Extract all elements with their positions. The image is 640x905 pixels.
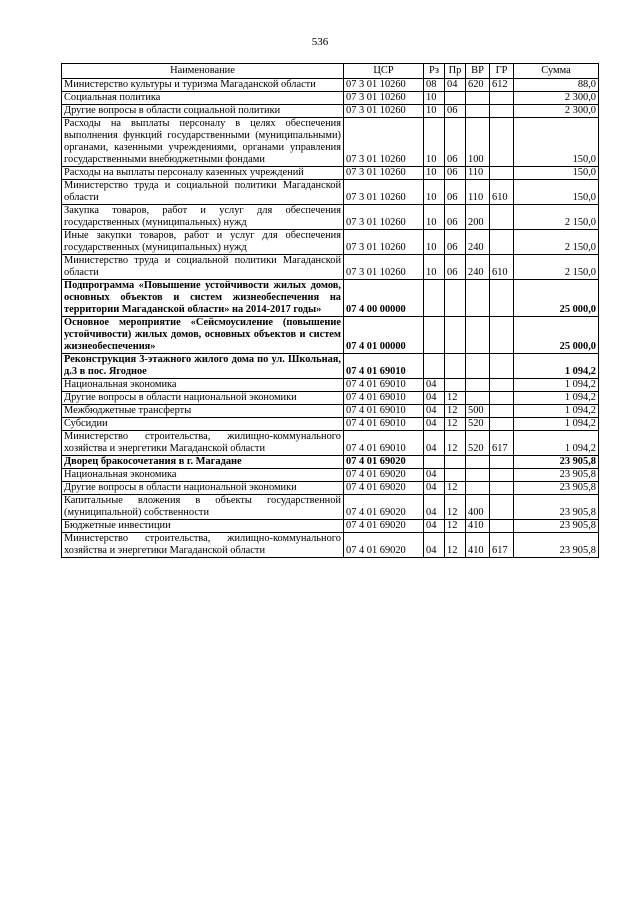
cell-gr [490, 105, 514, 118]
cell-pr: 06 [445, 180, 466, 205]
header-sum: Сумма [514, 64, 599, 79]
cell-rz: 04 [424, 431, 445, 456]
cell-sum: 150,0 [514, 118, 599, 167]
cell-pr: 06 [445, 205, 466, 230]
cell-name: Закупка товаров, работ и услуг для обеспечения государственных (муниципальных) нужд [62, 205, 344, 230]
cell-gr [490, 379, 514, 392]
cell-sum: 2 150,0 [514, 205, 599, 230]
cell-gr [490, 495, 514, 520]
cell-name: Расходы на выплаты персоналу казенных учреждений [62, 167, 344, 180]
cell-vr: 500 [466, 405, 490, 418]
cell-name: Субсидии [62, 418, 344, 431]
cell-sum: 2 300,0 [514, 92, 599, 105]
cell-sum: 23 905,8 [514, 482, 599, 495]
header-gr: ГР [490, 64, 514, 79]
cell-sum: 23 905,8 [514, 495, 599, 520]
cell-sum: 25 000,0 [514, 317, 599, 354]
cell-gr [490, 482, 514, 495]
cell-vr [466, 482, 490, 495]
cell-sum: 2 300,0 [514, 105, 599, 118]
cell-sum: 1 094,2 [514, 379, 599, 392]
header-pr: Пр [445, 64, 466, 79]
cell-rz: 10 [424, 105, 445, 118]
cell-sum: 150,0 [514, 167, 599, 180]
cell-csr: 07 4 01 69020 [344, 482, 424, 495]
table-row [62, 405, 599, 418]
cell-pr: 06 [445, 255, 466, 280]
cell-csr: 07 4 01 69010 [344, 392, 424, 405]
table-row [62, 105, 599, 118]
cell-pr [445, 92, 466, 105]
cell-vr: 240 [466, 230, 490, 255]
page-number: 536 [311, 36, 329, 48]
cell-csr: 07 4 01 69010 [344, 431, 424, 456]
table-row [62, 230, 599, 255]
cell-rz: 04 [424, 533, 445, 558]
cell-csr: 07 4 01 69020 [344, 456, 424, 469]
cell-gr [490, 167, 514, 180]
cell-pr [445, 469, 466, 482]
cell-rz: 10 [424, 167, 445, 180]
cell-vr: 100 [466, 118, 490, 167]
table-row [62, 354, 599, 379]
cell-name: Основное мероприятие «Сейсмоусиление (повышение устойчивости) жилых домов, основных объектов и систем жизнеобеспечения» [62, 317, 344, 354]
cell-vr [466, 280, 490, 317]
cell-name: Капитальные вложения в объекты государственной (муниципальной) собственности [62, 495, 344, 520]
cell-vr: 240 [466, 255, 490, 280]
cell-gr [490, 354, 514, 379]
cell-csr: 07 4 01 69010 [344, 405, 424, 418]
cell-gr [490, 469, 514, 482]
table-row [62, 205, 599, 230]
cell-pr: 06 [445, 167, 466, 180]
cell-vr: 520 [466, 418, 490, 431]
cell-vr: 400 [466, 495, 490, 520]
header-name: Наименование [62, 64, 344, 79]
cell-rz: 10 [424, 255, 445, 280]
cell-csr: 07 4 01 69010 [344, 379, 424, 392]
cell-name: Национальная экономика [62, 379, 344, 392]
cell-vr [466, 105, 490, 118]
cell-rz: 04 [424, 418, 445, 431]
cell-gr: 617 [490, 431, 514, 456]
cell-gr: 617 [490, 533, 514, 558]
cell-csr: 07 4 00 00000 [344, 280, 424, 317]
cell-vr: 200 [466, 205, 490, 230]
cell-csr: 07 3 01 10260 [344, 118, 424, 167]
cell-rz: 04 [424, 469, 445, 482]
cell-name: Другие вопросы в области социальной политики [62, 105, 344, 118]
cell-csr: 07 3 01 10260 [344, 92, 424, 105]
cell-sum: 1 094,2 [514, 392, 599, 405]
cell-rz: 10 [424, 205, 445, 230]
cell-vr: 410 [466, 533, 490, 558]
cell-vr: 620 [466, 79, 490, 92]
cell-rz: 08 [424, 79, 445, 92]
cell-vr: 110 [466, 180, 490, 205]
cell-gr: 610 [490, 255, 514, 280]
cell-pr: 12 [445, 418, 466, 431]
cell-pr: 12 [445, 405, 466, 418]
cell-name: Национальная экономика [62, 469, 344, 482]
cell-vr [466, 456, 490, 469]
cell-gr [490, 392, 514, 405]
table-row [62, 392, 599, 405]
table-row [62, 456, 599, 469]
cell-pr: 12 [445, 392, 466, 405]
table-row [62, 418, 599, 431]
table-row [62, 482, 599, 495]
cell-vr: 520 [466, 431, 490, 456]
cell-csr: 07 3 01 10260 [344, 79, 424, 92]
cell-sum: 23 905,8 [514, 469, 599, 482]
cell-pr [445, 280, 466, 317]
cell-gr [490, 118, 514, 167]
cell-csr: 07 3 01 10260 [344, 105, 424, 118]
cell-rz: 04 [424, 379, 445, 392]
table-row [62, 379, 599, 392]
cell-gr: 610 [490, 180, 514, 205]
cell-pr: 12 [445, 520, 466, 533]
cell-sum: 2 150,0 [514, 230, 599, 255]
cell-csr: 07 4 01 69010 [344, 354, 424, 379]
cell-gr [490, 92, 514, 105]
cell-vr [466, 354, 490, 379]
cell-pr: 12 [445, 482, 466, 495]
cell-csr: 07 4 01 69020 [344, 533, 424, 558]
cell-csr: 07 3 01 10260 [344, 205, 424, 230]
table-row [62, 431, 599, 456]
cell-vr: 410 [466, 520, 490, 533]
cell-name: Социальная политика [62, 92, 344, 105]
cell-sum: 1 094,2 [514, 354, 599, 379]
cell-sum: 1 094,2 [514, 405, 599, 418]
cell-pr: 12 [445, 495, 466, 520]
table-row [62, 180, 599, 205]
cell-rz: 04 [424, 495, 445, 520]
table-body [62, 79, 599, 558]
cell-rz [424, 317, 445, 354]
table-row [62, 520, 599, 533]
cell-pr: 12 [445, 431, 466, 456]
cell-sum: 1 094,2 [514, 431, 599, 456]
cell-pr [445, 354, 466, 379]
cell-gr [490, 317, 514, 354]
table-row [62, 495, 599, 520]
table-row [62, 118, 599, 167]
cell-rz: 10 [424, 92, 445, 105]
cell-gr [490, 280, 514, 317]
cell-csr: 07 4 01 69010 [344, 418, 424, 431]
cell-name: Дворец бракосочетания в г. Магадане [62, 456, 344, 469]
cell-vr [466, 392, 490, 405]
cell-name: Реконструкция 3-этажного жилого дома по ул. Школьная, д.3 в пос. Ягодное [62, 354, 344, 379]
cell-rz: 10 [424, 180, 445, 205]
cell-name: Подпрограмма «Повышение устойчивости жилых домов, основных объектов и систем жизнеобеспечения на территории Магаданской области» на 2014-2017 годы» [62, 280, 344, 317]
cell-rz: 04 [424, 392, 445, 405]
header-rz: Рз [424, 64, 445, 79]
cell-sum: 2 150,0 [514, 255, 599, 280]
cell-pr: 06 [445, 105, 466, 118]
table-row [62, 469, 599, 482]
cell-sum: 23 905,8 [514, 456, 599, 469]
table-row [62, 317, 599, 354]
cell-name: Бюджетные инвестиции [62, 520, 344, 533]
cell-name: Министерство строительства, жилищно-коммунального хозяйства и энергетики Магаданской области [62, 533, 344, 558]
table-row [62, 533, 599, 558]
cell-rz: 04 [424, 482, 445, 495]
cell-rz: 10 [424, 118, 445, 167]
cell-pr [445, 456, 466, 469]
cell-pr: 06 [445, 230, 466, 255]
cell-sum: 25 000,0 [514, 280, 599, 317]
cell-pr: 06 [445, 118, 466, 167]
cell-rz [424, 354, 445, 379]
cell-sum: 23 905,8 [514, 533, 599, 558]
cell-name: Иные закупки товаров, работ и услуг для обеспечения государственных (муниципальных) нужд [62, 230, 344, 255]
cell-gr [490, 205, 514, 230]
cell-name: Расходы на выплаты персоналу в целях обеспечения выполнения функций государственными (муниципальными) органами, казенными учреждениями, органами управления государственными внебюджетными фондами [62, 118, 344, 167]
cell-vr [466, 92, 490, 105]
cell-sum: 1 094,2 [514, 418, 599, 431]
cell-gr [490, 456, 514, 469]
cell-gr [490, 230, 514, 255]
cell-csr: 07 3 01 10260 [344, 180, 424, 205]
cell-rz [424, 456, 445, 469]
table-header [62, 64, 599, 79]
cell-name: Министерство строительства, жилищно-коммунального хозяйства и энергетики Магаданской области [62, 431, 344, 456]
cell-pr [445, 379, 466, 392]
header-csr: ЦСР [344, 64, 424, 79]
cell-sum: 23 905,8 [514, 520, 599, 533]
cell-csr: 07 4 01 69020 [344, 520, 424, 533]
table-row [62, 92, 599, 105]
table-row [62, 255, 599, 280]
cell-csr: 07 3 01 10260 [344, 255, 424, 280]
cell-sum: 150,0 [514, 180, 599, 205]
cell-rz: 04 [424, 520, 445, 533]
cell-csr: 07 4 01 00000 [344, 317, 424, 354]
budget-table [61, 63, 599, 558]
cell-vr [466, 379, 490, 392]
cell-pr: 04 [445, 79, 466, 92]
cell-csr: 07 3 01 10260 [344, 167, 424, 180]
cell-name: Министерство культуры и туризма Магаданской области [62, 79, 344, 92]
header-vr: ВР [466, 64, 490, 79]
cell-name: Другие вопросы в области национальной экономики [62, 482, 344, 495]
header-row [62, 64, 599, 79]
cell-sum: 88,0 [514, 79, 599, 92]
cell-vr: 110 [466, 167, 490, 180]
cell-rz [424, 280, 445, 317]
cell-vr [466, 317, 490, 354]
cell-rz: 04 [424, 405, 445, 418]
cell-name: Другие вопросы в области национальной экономики [62, 392, 344, 405]
cell-name: Межбюджетные трансферты [62, 405, 344, 418]
cell-gr: 612 [490, 79, 514, 92]
table-row [62, 280, 599, 317]
cell-vr [466, 469, 490, 482]
table-row [62, 167, 599, 180]
cell-csr: 07 4 01 69020 [344, 495, 424, 520]
cell-gr [490, 418, 514, 431]
cell-name: Министерство труда и социальной политики Магаданской области [62, 180, 344, 205]
cell-csr: 07 4 01 69020 [344, 469, 424, 482]
cell-gr [490, 520, 514, 533]
cell-pr [445, 317, 466, 354]
cell-pr: 12 [445, 533, 466, 558]
cell-name: Министерство труда и социальной политики Магаданской области [62, 255, 344, 280]
table-row [62, 79, 599, 92]
cell-gr [490, 405, 514, 418]
cell-csr: 07 3 01 10260 [344, 230, 424, 255]
cell-rz: 10 [424, 230, 445, 255]
